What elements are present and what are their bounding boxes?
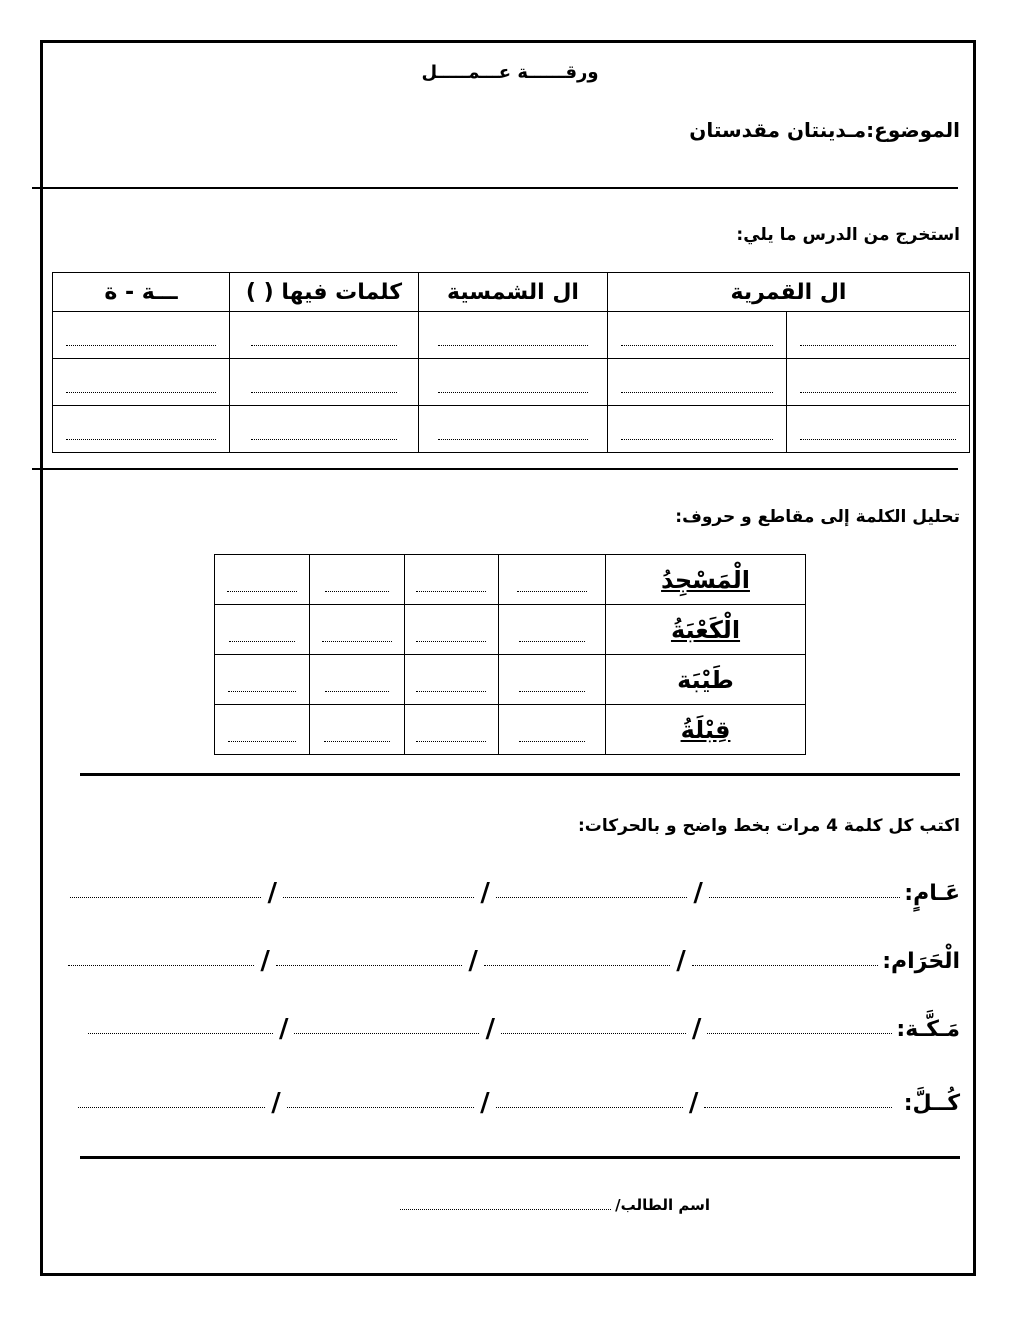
blank-cell[interactable] — [53, 406, 230, 453]
analysis-word: الْكَعْبَةُ — [606, 605, 806, 655]
divider-1 — [32, 187, 958, 189]
extraction-table — [52, 272, 970, 453]
header-lunar-al: ال القمرية — [608, 273, 970, 312]
blank-cell[interactable] — [230, 359, 419, 406]
writing-blank[interactable] — [276, 964, 462, 966]
writing-blank[interactable] — [88, 1032, 273, 1034]
writing-blank[interactable] — [692, 964, 878, 966]
divider-3 — [80, 773, 960, 776]
analysis-word: طَيْبَة — [606, 655, 806, 705]
divider-2 — [32, 468, 958, 470]
blank-cell[interactable] — [786, 359, 969, 406]
writing-line-2 — [68, 934, 960, 974]
writing-blank[interactable] — [501, 1032, 686, 1034]
slash-separator: / — [278, 1014, 289, 1044]
table-row — [215, 705, 806, 755]
writing-blank[interactable] — [283, 896, 474, 898]
blank-cell[interactable] — [786, 406, 969, 453]
practice-word: عَـامٍ: — [904, 881, 960, 906]
writing-blank[interactable] — [496, 1106, 683, 1108]
blank-cell[interactable] — [309, 605, 404, 655]
analysis-word: قِبْلَةُ — [606, 705, 806, 755]
writing-line-3 — [88, 1002, 960, 1042]
student-name-blank[interactable] — [400, 1209, 611, 1210]
blank-cell[interactable] — [230, 312, 419, 359]
blank-cell[interactable] — [230, 406, 419, 453]
blank-cell[interactable] — [309, 705, 404, 755]
writing-blank[interactable] — [484, 964, 670, 966]
blank-cell[interactable] — [309, 555, 404, 605]
blank-cell[interactable] — [608, 312, 787, 359]
divider-4 — [80, 1156, 960, 1159]
practice-word: الْحَرَام: — [882, 949, 960, 974]
slash-separator: / — [485, 1014, 495, 1044]
blank-cell[interactable] — [404, 705, 499, 755]
table-row — [53, 359, 970, 406]
blank-cell[interactable] — [419, 312, 608, 359]
blank-cell[interactable] — [499, 655, 606, 705]
writing-blank[interactable] — [704, 1106, 891, 1108]
section2-instruction: تحليل الكلمة إلى مقاطع و حروف: — [675, 507, 960, 527]
blank-cell[interactable] — [53, 359, 230, 406]
blank-cell[interactable] — [215, 705, 310, 755]
slash-separator: / — [267, 878, 277, 908]
table-row — [53, 312, 970, 359]
blank-cell[interactable] — [786, 312, 969, 359]
blank-cell[interactable] — [419, 406, 608, 453]
writing-blank[interactable] — [709, 896, 900, 898]
slash-separator: / — [676, 946, 686, 976]
blank-cell[interactable] — [404, 555, 499, 605]
slash-separator: / — [271, 1088, 281, 1118]
writing-blank[interactable] — [78, 1106, 265, 1108]
writing-blank[interactable] — [294, 1032, 479, 1034]
writing-line-4 — [78, 1076, 960, 1116]
writing-blank[interactable] — [496, 896, 687, 898]
writing-blank[interactable] — [287, 1106, 474, 1108]
blank-cell[interactable] — [608, 359, 787, 406]
blank-cell[interactable] — [419, 359, 608, 406]
slash-separator: / — [691, 1014, 702, 1044]
slash-separator: / — [480, 1088, 490, 1118]
table-row — [215, 605, 806, 655]
table-row — [215, 555, 806, 605]
header-solar-al: ال الشمسية — [419, 273, 608, 312]
header-ta-marbuta: ـــة - ة — [53, 273, 230, 312]
blank-cell[interactable] — [215, 605, 310, 655]
slash-separator: / — [260, 946, 270, 976]
blank-cell[interactable] — [215, 655, 310, 705]
blank-cell[interactable] — [309, 655, 404, 705]
section1-instruction: استخرج من الدرس ما يلي: — [736, 225, 960, 245]
slash-separator: / — [480, 878, 490, 908]
student-name-label: اسم الطالب/ — [615, 1196, 710, 1214]
writing-blank[interactable] — [707, 1032, 892, 1034]
blank-cell[interactable] — [53, 312, 230, 359]
slash-separator: / — [693, 878, 703, 908]
student-name-row — [400, 1196, 710, 1214]
blank-cell[interactable] — [404, 655, 499, 705]
table-row — [53, 406, 970, 453]
writing-line-1 — [70, 866, 960, 906]
blank-cell[interactable] — [404, 605, 499, 655]
worksheet-title: ورقــــــة عـــمـــــل — [421, 62, 599, 83]
table-row — [215, 655, 806, 705]
blank-cell[interactable] — [215, 555, 310, 605]
analysis-word: الْمَسْجِدُ — [606, 555, 806, 605]
blank-cell[interactable] — [608, 406, 787, 453]
practice-word: كُــلَّ: — [903, 1091, 960, 1116]
slash-separator: / — [688, 1088, 699, 1118]
writing-blank[interactable] — [70, 896, 261, 898]
practice-word: مَـكَّـة: — [896, 1017, 960, 1042]
subject-line: الموضوع:مـدينتان مقدستان — [689, 118, 960, 142]
blank-cell[interactable] — [499, 605, 606, 655]
analysis-table — [214, 554, 806, 755]
header-words-with: كلمات فيها ( ) — [230, 273, 419, 312]
writing-blank[interactable] — [68, 964, 254, 966]
blank-cell[interactable] — [499, 555, 606, 605]
blank-cell[interactable] — [499, 705, 606, 755]
section3-instruction: اكتب كل كلمة 4 مرات بخط واضح و بالحركات: — [577, 816, 960, 836]
slash-separator: / — [468, 946, 478, 976]
